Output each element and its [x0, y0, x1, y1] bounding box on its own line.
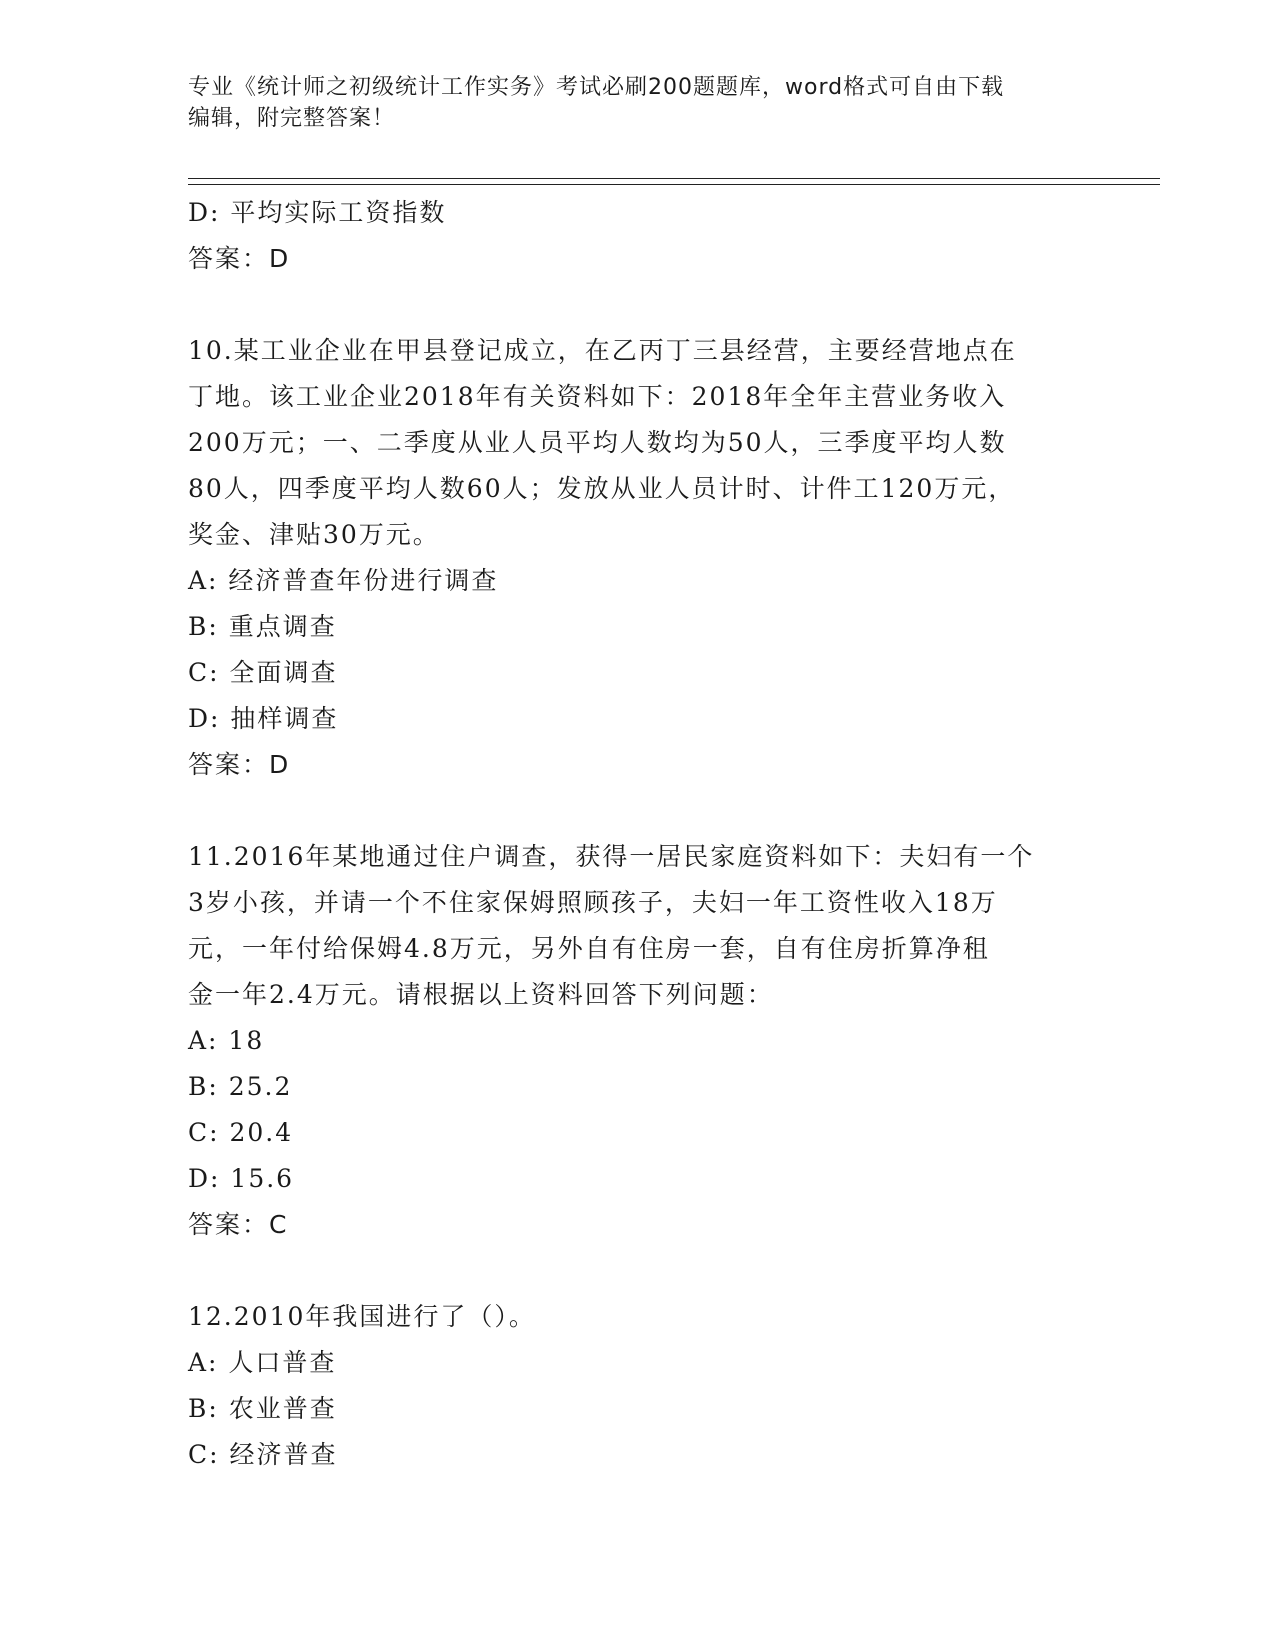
q10-stem-line: 80人，四季度平均人数60人；发放从业人员计时、计件工120万元， — [188, 474, 1016, 503]
q10-option-c: C: 全面调查 — [188, 658, 338, 687]
spacer — [188, 788, 1088, 834]
q11-stem-line: 元，一年付给保姆4.8万元，另外自有住房一套，自有住房折算净租 — [188, 934, 990, 963]
q10-option-d: D: 抽样调查 — [188, 704, 339, 733]
q11-option-a: A: 18 — [188, 1026, 265, 1055]
question-10 — [188, 328, 1088, 788]
header-title-line-2: 编辑，附完整答案！ — [188, 106, 396, 131]
spacer — [188, 282, 1088, 328]
q12-option-c: C: 经济普查 — [188, 1440, 338, 1469]
header-title-line-1: 专业《统计师之初级统计工作实务》考试必刷200题题库，word格式可自由下载 — [188, 75, 1005, 100]
q10-answer: 答案：D — [188, 750, 291, 779]
q10-option-b: B: 重点调查 — [188, 612, 337, 641]
q10-option-a: A: 经济普查年份进行调查 — [188, 566, 499, 595]
question-12 — [188, 1294, 1088, 1478]
q10-stem-line: 奖金、津贴30万元。 — [188, 520, 440, 549]
q11-stem-line: 3岁小孩，并请一个不住家保姆照顾孩子，夫妇一年工资性收入18万 — [188, 888, 998, 917]
q11-option-c: C: 20.4 — [188, 1118, 294, 1147]
question-11 — [188, 834, 1088, 1248]
q12-stem-line: 12.2010年我国进行了（）。 — [188, 1302, 536, 1331]
q11-option-b: B: 25.2 — [188, 1072, 293, 1101]
question-content — [188, 190, 1088, 1478]
q10-stem-line: 10.某工业企业在甲县登记成立，在乙丙丁三县经营，主要经营地点在 — [188, 336, 1017, 365]
q11-stem-line: 金一年2.4万元。请根据以上资料回答下列问题： — [188, 980, 774, 1009]
q12-option-a: A: 人口普查 — [188, 1348, 337, 1377]
q9-option-d: D: 平均实际工资指数 — [188, 198, 447, 227]
page-header — [188, 72, 1088, 134]
spacer — [188, 1248, 1088, 1294]
q11-answer: 答案：C — [188, 1210, 289, 1239]
q11-option-d: D: 15.6 — [188, 1164, 295, 1193]
q10-stem-line: 200万元；一、二季度从业人员平均人数均为50人，三季度平均人数 — [188, 428, 1007, 457]
header-divider — [188, 178, 1160, 185]
q10-stem-line: 丁地。该工业企业2018年有关资料如下：2018年全年主营业务收入 — [188, 382, 1007, 411]
q11-stem-line: 11.2016年某地通过住户调查，获得一居民家庭资料如下：夫妇有一个 — [188, 842, 1035, 871]
q12-option-b: B: 农业普查 — [188, 1394, 337, 1423]
q9-answer: 答案：D — [188, 244, 291, 273]
